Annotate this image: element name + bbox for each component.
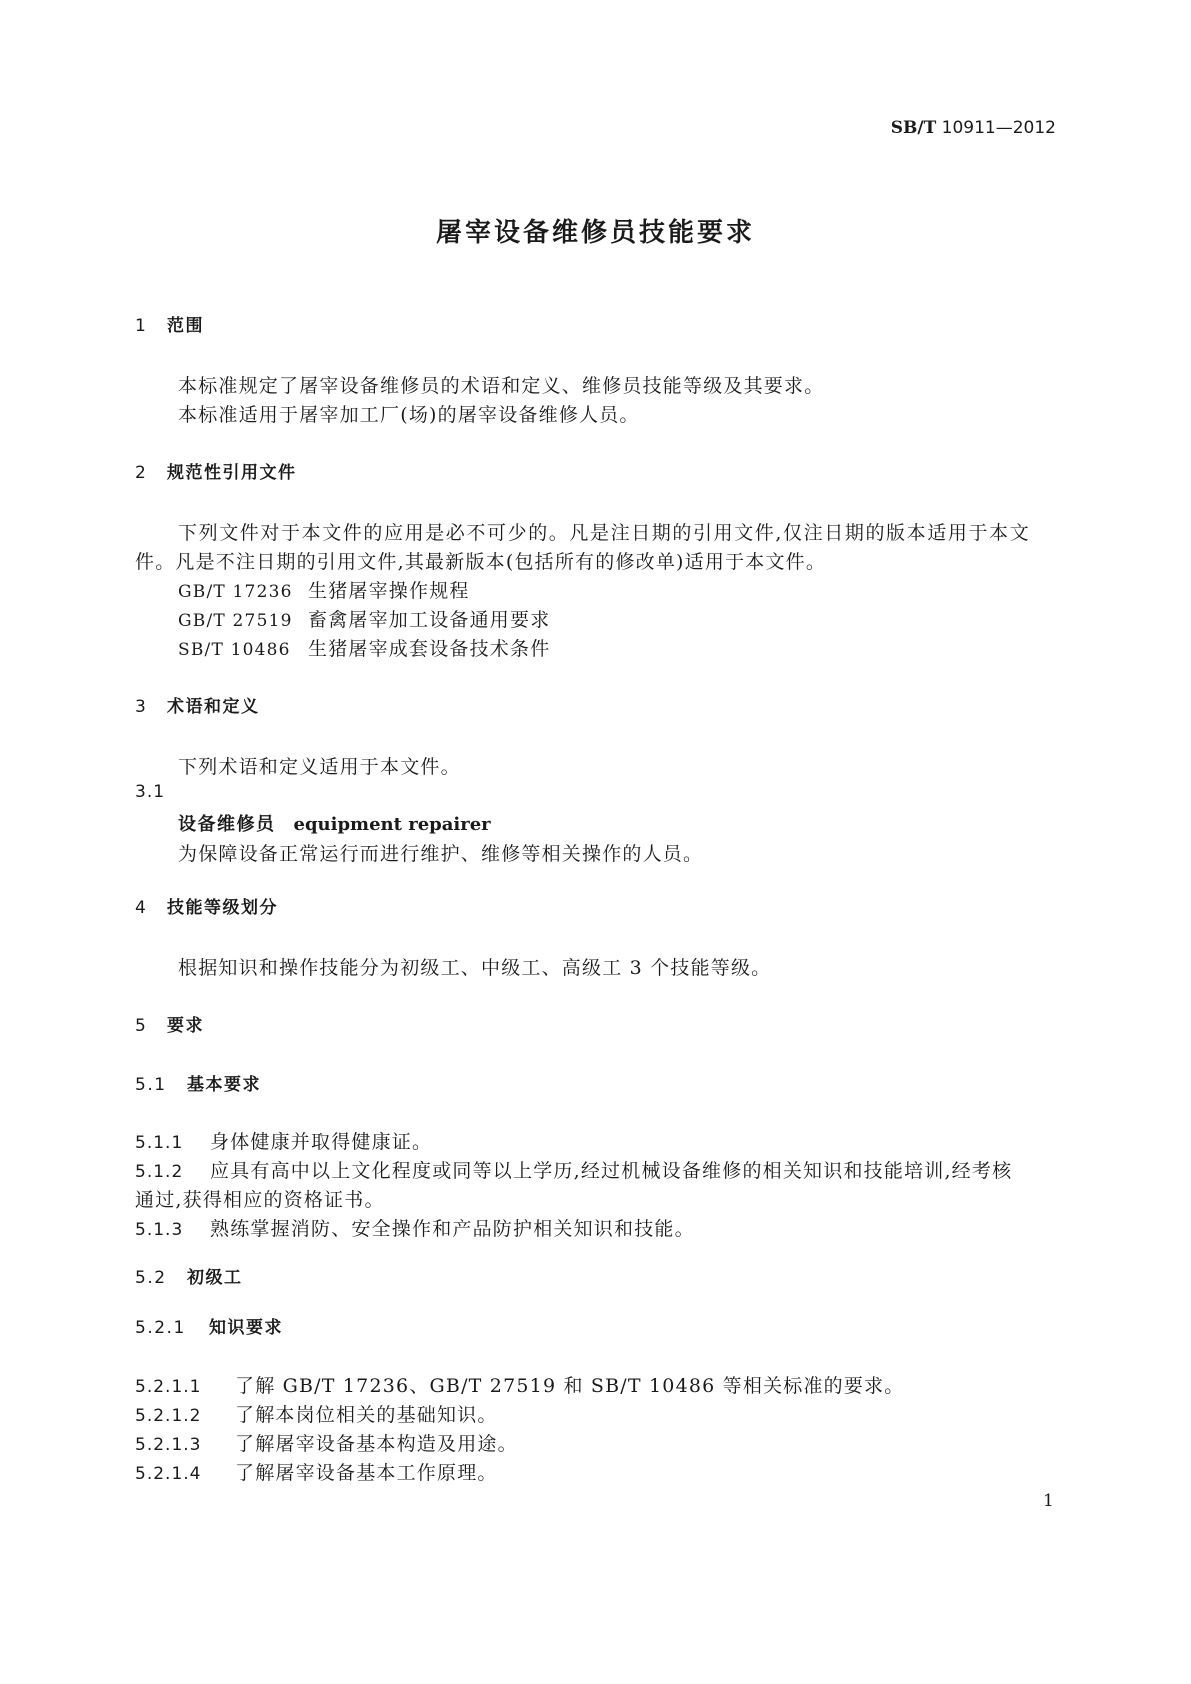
section-number: 2 xyxy=(135,463,148,483)
clause-number: 5.1.1 xyxy=(135,1133,184,1153)
clause-text: 身体健康并取得健康证。 xyxy=(210,1131,433,1153)
subsection-title: 知识要求 xyxy=(209,1318,283,1338)
paragraph: 本标准适用于屠宰加工厂(场)的屠宰设备维修人员。 xyxy=(178,404,640,426)
subsection-title: 基本要求 xyxy=(187,1075,261,1095)
clause xyxy=(135,1127,432,1154)
section-2-heading xyxy=(135,458,297,483)
clause-text: 应具有高中以上文化程度或同等以上学历,经过机械设备维修的相关知识和技能培训,经考核 xyxy=(210,1160,1013,1182)
clause-number: 5.2.1.4 xyxy=(135,1464,202,1484)
section-number: 3 xyxy=(135,697,148,717)
section-number: 5 xyxy=(135,1016,148,1036)
paragraph: 根据知识和操作技能分为初级工、中级工、高级工 3 个技能等级。 xyxy=(178,957,772,979)
paragraph: 下列文件对于本文件的应用是必不可少的。凡是注日期的引用文件,仅注日期的版本适用于本文 xyxy=(178,522,1031,544)
clause-text: 了解 GB/T 17236、GB/T 27519 和 SB/T 10486 等相关标准的要求。 xyxy=(235,1375,905,1397)
paragraph: 件。凡是不注日期的引用文件,其最新版本(包括所有的修改单)适用于本文件。 xyxy=(135,551,827,573)
clause-number: 5.1.3 xyxy=(135,1220,184,1240)
reference-name: 生猪屠宰成套设备技术条件 xyxy=(308,638,551,660)
section-3-heading xyxy=(135,692,260,717)
section-5-heading xyxy=(135,1011,204,1036)
standard-code xyxy=(891,118,1056,138)
reference-code: GB/T 27519 xyxy=(178,611,293,631)
clause-text: 了解屠宰设备基本工作原理。 xyxy=(235,1462,498,1484)
subsection-title: 初级工 xyxy=(187,1268,243,1288)
subsection-5-2-1-heading xyxy=(135,1313,283,1338)
clause-number: 5.2.1.1 xyxy=(135,1377,202,1397)
reference-code: SB/T 10486 xyxy=(178,640,291,660)
section-title: 术语和定义 xyxy=(167,697,260,717)
term-chinese: 设备维修员 xyxy=(178,814,276,835)
subsection-number: 5.1 xyxy=(135,1075,167,1095)
subsection-number: 5.2.1 xyxy=(135,1318,186,1338)
clause-continuation: 通过,获得相应的资格证书。 xyxy=(135,1189,385,1211)
term-english: equipment repairer xyxy=(293,814,491,835)
section-4-heading xyxy=(135,893,278,918)
section-number: 4 xyxy=(135,898,148,918)
section-title: 要求 xyxy=(167,1016,204,1036)
reference-code: GB/T 17236 xyxy=(178,582,293,602)
page-number: 1 xyxy=(1043,1491,1054,1511)
standard-code-number: 10911—2012 xyxy=(941,118,1056,138)
reference-name: 生猪屠宰操作规程 xyxy=(308,580,470,602)
clause xyxy=(135,1156,1012,1183)
section-1-heading xyxy=(135,311,204,336)
section-title: 技能等级划分 xyxy=(167,898,278,918)
clause-number: 5.2.1.2 xyxy=(135,1406,202,1426)
section-number: 1 xyxy=(135,316,148,336)
reference-item xyxy=(178,576,470,603)
section-title: 范围 xyxy=(167,316,204,336)
reference-item xyxy=(178,634,550,661)
clause xyxy=(135,1429,518,1456)
clause xyxy=(135,1371,905,1398)
clause-number: 5.1.2 xyxy=(135,1162,184,1182)
clause xyxy=(135,1400,498,1427)
reference-name: 畜禽屠宰加工设备通用要求 xyxy=(308,609,551,631)
section-title: 规范性引用文件 xyxy=(167,463,297,483)
document-title: 屠宰设备维修员技能要求 xyxy=(435,218,755,248)
paragraph: 下列术语和定义适用于本文件。 xyxy=(178,756,461,778)
clause xyxy=(135,1458,498,1485)
term-definition: 为保障设备正常运行而进行维护、维修等相关操作的人员。 xyxy=(178,843,704,865)
clause-text: 了解屠宰设备基本构造及用途。 xyxy=(235,1433,518,1455)
reference-item xyxy=(178,605,550,632)
subsection-5-1-heading xyxy=(135,1070,261,1095)
clause xyxy=(135,1214,695,1241)
clause-text: 了解本岗位相关的基础知识。 xyxy=(235,1404,498,1426)
standard-code-prefix: SB/T xyxy=(890,118,937,138)
clause-number: 5.2.1.3 xyxy=(135,1435,202,1455)
paragraph: 本标准规定了屠宰设备维修员的术语和定义、维修员技能等级及其要求。 xyxy=(178,375,825,397)
term-heading xyxy=(178,810,491,836)
subsection-5-2-heading xyxy=(135,1263,243,1288)
subsection-number: 5.2 xyxy=(135,1268,167,1288)
clause-text: 熟练掌握消防、安全操作和产品防护相关知识和技能。 xyxy=(210,1218,695,1240)
term-number: 3.1 xyxy=(135,782,166,802)
